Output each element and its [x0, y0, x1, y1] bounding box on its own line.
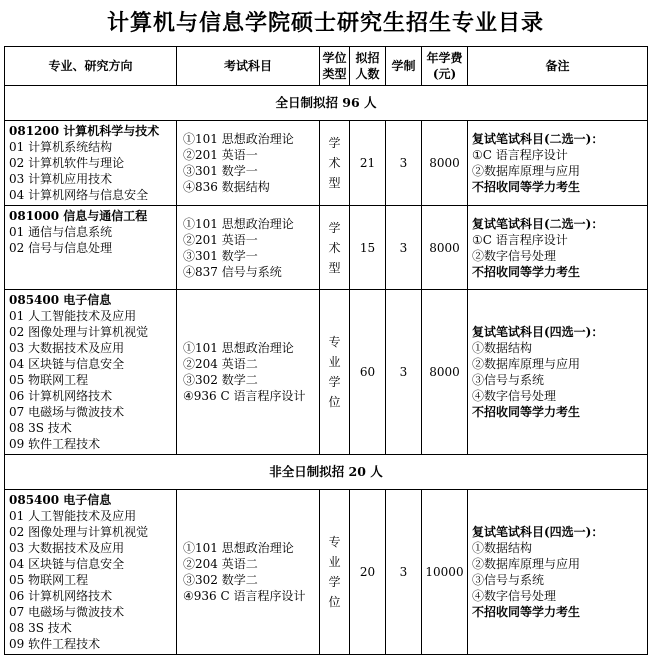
notes-footer: 不招收同等学力考生: [472, 264, 581, 279]
years-value: 3: [386, 290, 422, 455]
exam-subject: ②201 英语一: [183, 148, 258, 162]
direction-item: 01 计算机系统结构: [9, 140, 113, 154]
header-major: 专业、研究方向: [5, 47, 177, 86]
exam-subject: ②201 英语一: [183, 232, 258, 247]
fee-value: 8000: [422, 121, 468, 206]
notes-item: ②数据库原理与应用: [472, 164, 581, 178]
program-directions: [5, 121, 177, 206]
header-degree-type-line2: 类型: [322, 67, 347, 81]
years-value: 3: [386, 490, 422, 655]
degree-type-char: 业: [328, 555, 341, 569]
direction-item: 02 信号与信息处理: [9, 241, 113, 255]
header-degree-type-line1: 学位: [322, 51, 347, 65]
exam-subject: ①101 思想政治理论: [183, 216, 294, 231]
quota-value: 21: [350, 121, 386, 206]
section-row: [5, 455, 648, 490]
direction-item: 03 大数据技术及应用: [9, 541, 125, 555]
degree-type-char: 术: [328, 240, 341, 255]
notes-item: ②数字信号处理: [472, 248, 557, 263]
degree-type-char: 学: [328, 575, 341, 589]
header-quota: [350, 47, 386, 86]
notes-item: ④数字信号处理: [472, 589, 557, 603]
program-row: [5, 290, 648, 455]
admissions-table: [4, 46, 648, 655]
header-notes: 备注: [468, 47, 648, 86]
exam-subject: ①101 思想政治理论: [183, 132, 294, 146]
notes-item: ③信号与系统: [472, 573, 545, 587]
fee-value: 10000: [422, 490, 468, 655]
exam-subject: ④936 C 语言程序设计: [183, 389, 306, 403]
exam-subject: ③302 数学二: [183, 573, 258, 587]
fee-value: 8000: [422, 206, 468, 290]
header-exam: 考试科目: [177, 47, 320, 86]
degree-type: [320, 121, 350, 206]
direction-item: 09 软件工程技术: [9, 637, 101, 651]
direction-item: 05 物联网工程: [9, 373, 89, 387]
exam-subject: ③302 数学二: [183, 373, 258, 387]
notes: [468, 206, 648, 290]
exam-subjects: [177, 290, 320, 455]
degree-type-char: 业: [328, 355, 341, 369]
header-fee: [422, 47, 468, 86]
years-value: 3: [386, 206, 422, 290]
table-body: [5, 86, 648, 655]
exam-subjects: [177, 490, 320, 655]
header-quota-line1: 拟招: [355, 51, 380, 65]
notes-item: ①C 语言程序设计: [472, 148, 568, 162]
exam-subjects: [177, 121, 320, 206]
direction-item: 05 物联网工程: [9, 573, 89, 587]
header-fee-line1: 年学费: [426, 51, 463, 65]
degree-type-char: 型: [328, 176, 341, 190]
program-row: [5, 121, 648, 206]
degree-type-char: 学: [328, 375, 341, 389]
exam-subject: ①101 思想政治理论: [183, 541, 294, 555]
fee-value: 8000: [422, 290, 468, 455]
direction-item: 07 电磁场与微波技术: [9, 605, 125, 619]
notes-footer: 不招收同等学力考生: [472, 605, 581, 619]
direction-item: 03 大数据技术及应用: [9, 341, 125, 355]
degree-type-char: 型: [328, 260, 341, 275]
notes-item: ④数字信号处理: [472, 389, 557, 403]
program-directions: [5, 490, 177, 655]
degree-type: [320, 206, 350, 290]
exam-subject: ④836 数据结构: [183, 180, 270, 194]
exam-subject: ④837 信号与系统: [183, 264, 282, 279]
direction-item: 04 计算机网络与信息安全: [9, 188, 149, 202]
notes-item: ①C 语言程序设计: [472, 232, 568, 247]
direction-item: 02 图像处理与计算机视觉: [9, 525, 149, 539]
notes-footer: 不招收同等学力考生: [472, 405, 581, 419]
years-value: 3: [386, 121, 422, 206]
program-code: 085400 电子信息: [9, 293, 112, 307]
program-code: 081000 信息与通信工程: [9, 209, 148, 223]
notes: [468, 290, 648, 455]
program-directions: [5, 290, 177, 455]
program-code: 085400 电子信息: [9, 493, 112, 507]
exam-subject: ②204 英语二: [183, 557, 258, 571]
notes-item: ②数据库原理与应用: [472, 557, 581, 571]
notes-item: ①数据结构: [472, 341, 533, 355]
header-degree-type: [320, 47, 350, 86]
degree-type-char: 位: [328, 395, 341, 409]
section-label: 非全日制拟招 20 人: [5, 455, 648, 490]
direction-item: 07 电磁场与微波技术: [9, 405, 125, 419]
direction-item: 02 图像处理与计算机视觉: [9, 325, 149, 339]
direction-item: 03 计算机应用技术: [9, 172, 113, 186]
header-quota-line2: 人数: [355, 67, 380, 81]
direction-item: 04 区块链与信息安全: [9, 557, 125, 571]
section-label: 全日制拟招 96 人: [5, 86, 648, 121]
exam-subject: ④936 C 语言程序设计: [183, 589, 306, 603]
quota-value: 20: [350, 490, 386, 655]
quota-value: 15: [350, 206, 386, 290]
notes-title: 复试笔试科目(二选一)：: [472, 216, 604, 231]
notes-footer: 不招收同等学力考生: [472, 180, 581, 194]
degree-type-char: 专: [328, 535, 341, 549]
program-directions: [5, 206, 177, 290]
exam-subject: ②204 英语二: [183, 357, 258, 371]
program-row: [5, 490, 648, 655]
exam-subjects: [177, 206, 320, 290]
notes: [468, 490, 648, 655]
direction-item: 06 计算机网络技术: [9, 589, 113, 603]
degree-type: [320, 290, 350, 455]
page-title: 计算机与信息学院硕士研究生招生专业目录: [106, 10, 544, 36]
exam-subject: ③301 数学一: [183, 248, 258, 263]
degree-type-char: 位: [328, 595, 341, 609]
direction-item: 01 人工智能技术及应用: [9, 309, 137, 323]
header-fee-line2: (元): [432, 67, 457, 81]
program-row: [5, 206, 648, 290]
notes-item: ①数据结构: [472, 541, 533, 555]
degree-type-char: 术: [328, 156, 341, 170]
degree-type-char: 学: [328, 136, 341, 150]
degree-type-char: 学: [328, 220, 341, 235]
direction-item: 06 计算机网络技术: [9, 389, 113, 403]
direction-item: 08 3S 技术: [9, 621, 72, 635]
notes-title: 复试笔试科目(二选一)：: [472, 132, 604, 146]
quota-value: 60: [350, 290, 386, 455]
header-row: [5, 47, 648, 86]
program-code: 081200 计算机科学与技术: [9, 124, 160, 138]
exam-subject: ①101 思想政治理论: [183, 341, 294, 355]
notes-title: 复试笔试科目(四选一)：: [472, 525, 604, 539]
direction-item: 01 通信与信息系统: [9, 225, 113, 239]
section-row: [5, 86, 648, 121]
direction-item: 08 3S 技术: [9, 421, 72, 435]
degree-type-char: 专: [328, 335, 341, 349]
exam-subject: ③301 数学一: [183, 164, 258, 178]
direction-item: 09 软件工程技术: [9, 437, 101, 451]
header-years: 学制: [386, 47, 422, 86]
notes-item: ③信号与系统: [472, 373, 545, 387]
direction-item: 01 人工智能技术及应用: [9, 509, 137, 523]
direction-item: 02 计算机软件与理论: [9, 156, 125, 170]
notes-title: 复试笔试科目(四选一)：: [472, 325, 604, 339]
notes-item: ②数据库原理与应用: [472, 357, 581, 371]
notes: [468, 121, 648, 206]
degree-type: [320, 490, 350, 655]
direction-item: 04 区块链与信息安全: [9, 357, 125, 371]
